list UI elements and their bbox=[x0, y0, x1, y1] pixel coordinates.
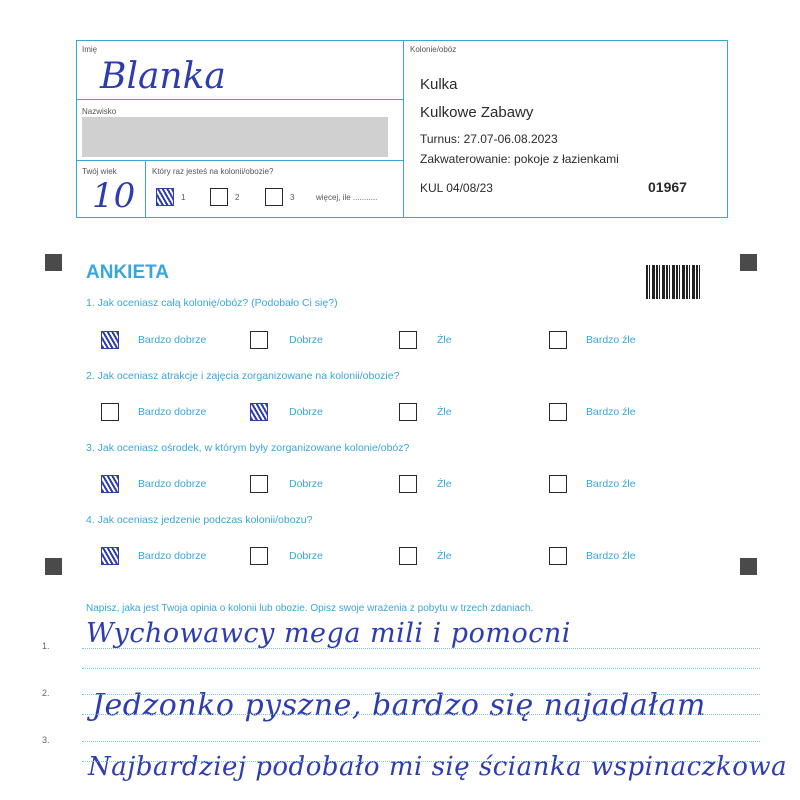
question-4-text: 4. Jak oceniasz jedzenie podczas kolonii/obozu? bbox=[86, 514, 313, 526]
q2-checkbox-zle[interactable] bbox=[399, 403, 417, 421]
corner-marker-bottom-right bbox=[740, 558, 757, 575]
header-divider-age bbox=[145, 160, 146, 218]
q3-option-bardzo-zle: Bardzo źle bbox=[586, 478, 636, 490]
opinion-dotted-line-3b bbox=[82, 761, 760, 762]
q3-option-bardzo-dobrze: Bardzo dobrze bbox=[138, 478, 207, 490]
q3-checkbox-bardzo-dobrze[interactable] bbox=[101, 475, 119, 493]
corner-marker-bottom-left bbox=[45, 558, 62, 575]
name-value[interactable]: Blanka bbox=[100, 56, 226, 97]
corner-marker-top-left bbox=[45, 254, 62, 271]
barcode-icon bbox=[646, 265, 702, 299]
q1-option-bardzo-zle: Bardzo źle bbox=[586, 334, 636, 346]
q1-option-zle: Źle bbox=[437, 334, 452, 346]
q4-option-bardzo-dobrze: Bardzo dobrze bbox=[138, 550, 207, 562]
times-question-label: Który raz jesteś na kolonii/obozie? bbox=[152, 167, 274, 176]
times-checkbox-2[interactable] bbox=[210, 188, 228, 206]
q4-checkbox-bardzo-dobrze[interactable] bbox=[101, 547, 119, 565]
q3-checkbox-bardzo-zle[interactable] bbox=[549, 475, 567, 493]
camp-label: Kolonie/obóz bbox=[410, 45, 457, 54]
age-value[interactable]: 10 bbox=[92, 176, 136, 216]
times-option-3: 3 bbox=[290, 193, 295, 202]
q3-checkbox-dobrze[interactable] bbox=[250, 475, 268, 493]
q1-option-bardzo-dobrze: Bardzo dobrze bbox=[138, 334, 207, 346]
opinion-dotted-line-2b bbox=[82, 714, 760, 715]
name-label: Imię bbox=[82, 45, 98, 54]
q1-checkbox-bardzo-dobrze[interactable] bbox=[101, 331, 119, 349]
q3-checkbox-zle[interactable] bbox=[399, 475, 417, 493]
form-number: 01967 bbox=[648, 179, 687, 195]
opinion-line-1-text[interactable]: Wychowawcy mega mili i pomocni bbox=[86, 618, 571, 649]
camp-subtitle: Kulkowe Zabawy bbox=[420, 104, 534, 121]
question-3-text: 3. Jak oceniasz ośrodek, w którym były zorganizowane kolonie/obóz? bbox=[86, 442, 410, 454]
opinion-line-number-1: 1. bbox=[42, 641, 50, 651]
q1-checkbox-bardzo-zle[interactable] bbox=[549, 331, 567, 349]
times-option-1: 1 bbox=[181, 193, 186, 202]
surname-redacted-block bbox=[82, 117, 388, 157]
q3-option-dobrze: Dobrze bbox=[289, 478, 323, 490]
corner-marker-top-right bbox=[740, 254, 757, 271]
q3-option-zle: Źle bbox=[437, 478, 452, 490]
camp-name: Kulka bbox=[420, 76, 458, 93]
opinion-dotted-line-3 bbox=[82, 741, 760, 742]
header-divider-vertical bbox=[403, 40, 404, 218]
q4-checkbox-dobrze[interactable] bbox=[250, 547, 268, 565]
times-checkbox-1[interactable] bbox=[156, 188, 174, 206]
age-label: Twój wiek bbox=[82, 167, 117, 176]
q2-checkbox-bardzo-dobrze[interactable] bbox=[101, 403, 119, 421]
survey-title: ANKIETA bbox=[86, 262, 170, 283]
q2-option-zle: Źle bbox=[437, 406, 452, 418]
camp-code: KUL 04/08/23 bbox=[420, 181, 493, 195]
q4-checkbox-bardzo-zle[interactable] bbox=[549, 547, 567, 565]
q2-option-bardzo-zle: Bardzo źle bbox=[586, 406, 636, 418]
opinion-prompt: Napisz, jaka jest Twoja opinia o kolonii lub obozie. Opisz swoje wrażenia z pobytu w trzech zdaniach. bbox=[86, 603, 534, 614]
opinion-line-number-3: 3. bbox=[42, 735, 50, 745]
q1-checkbox-dobrze[interactable] bbox=[250, 331, 268, 349]
times-option-more: więcej, ile ........... bbox=[316, 193, 378, 202]
q1-option-dobrze: Dobrze bbox=[289, 334, 323, 346]
opinion-line-3-text[interactable]: Najbardziej podobało mi się ścianka wspinaczkowa bbox=[88, 752, 788, 782]
opinion-dotted-line-1 bbox=[82, 648, 760, 649]
q2-option-bardzo-dobrze: Bardzo dobrze bbox=[138, 406, 207, 418]
times-option-2: 2 bbox=[235, 193, 240, 202]
header-divider-surname bbox=[76, 160, 404, 161]
opinion-dotted-line-1b bbox=[82, 668, 760, 669]
q2-checkbox-dobrze[interactable] bbox=[250, 403, 268, 421]
q4-option-zle: Źle bbox=[437, 550, 452, 562]
q4-option-bardzo-zle: Bardzo źle bbox=[586, 550, 636, 562]
q4-checkbox-zle[interactable] bbox=[399, 547, 417, 565]
opinion-dotted-line-2 bbox=[82, 694, 760, 695]
times-checkbox-3[interactable] bbox=[265, 188, 283, 206]
q2-option-dobrze: Dobrze bbox=[289, 406, 323, 418]
question-1-text: 1. Jak oceniasz całą kolonię/obóz? (Podobało Ci się?) bbox=[86, 297, 338, 309]
question-2-text: 2. Jak oceniasz atrakcje i zajęcia zorganizowane na kolonii/obozie? bbox=[86, 370, 400, 382]
q2-checkbox-bardzo-zle[interactable] bbox=[549, 403, 567, 421]
turnus: Turnus: 27.07-06.08.2023 bbox=[420, 132, 558, 146]
opinion-line-number-2: 2. bbox=[42, 688, 50, 698]
opinion-line-2-text[interactable]: Jedzonko pyszne, bardzo się najadałam bbox=[92, 688, 706, 723]
q1-checkbox-zle[interactable] bbox=[399, 331, 417, 349]
accommodation: Zakwaterowanie: pokoje z łazienkami bbox=[420, 152, 619, 166]
header-divider-name bbox=[76, 99, 404, 100]
q4-option-dobrze: Dobrze bbox=[289, 550, 323, 562]
surname-label: Nazwisko bbox=[82, 107, 117, 116]
